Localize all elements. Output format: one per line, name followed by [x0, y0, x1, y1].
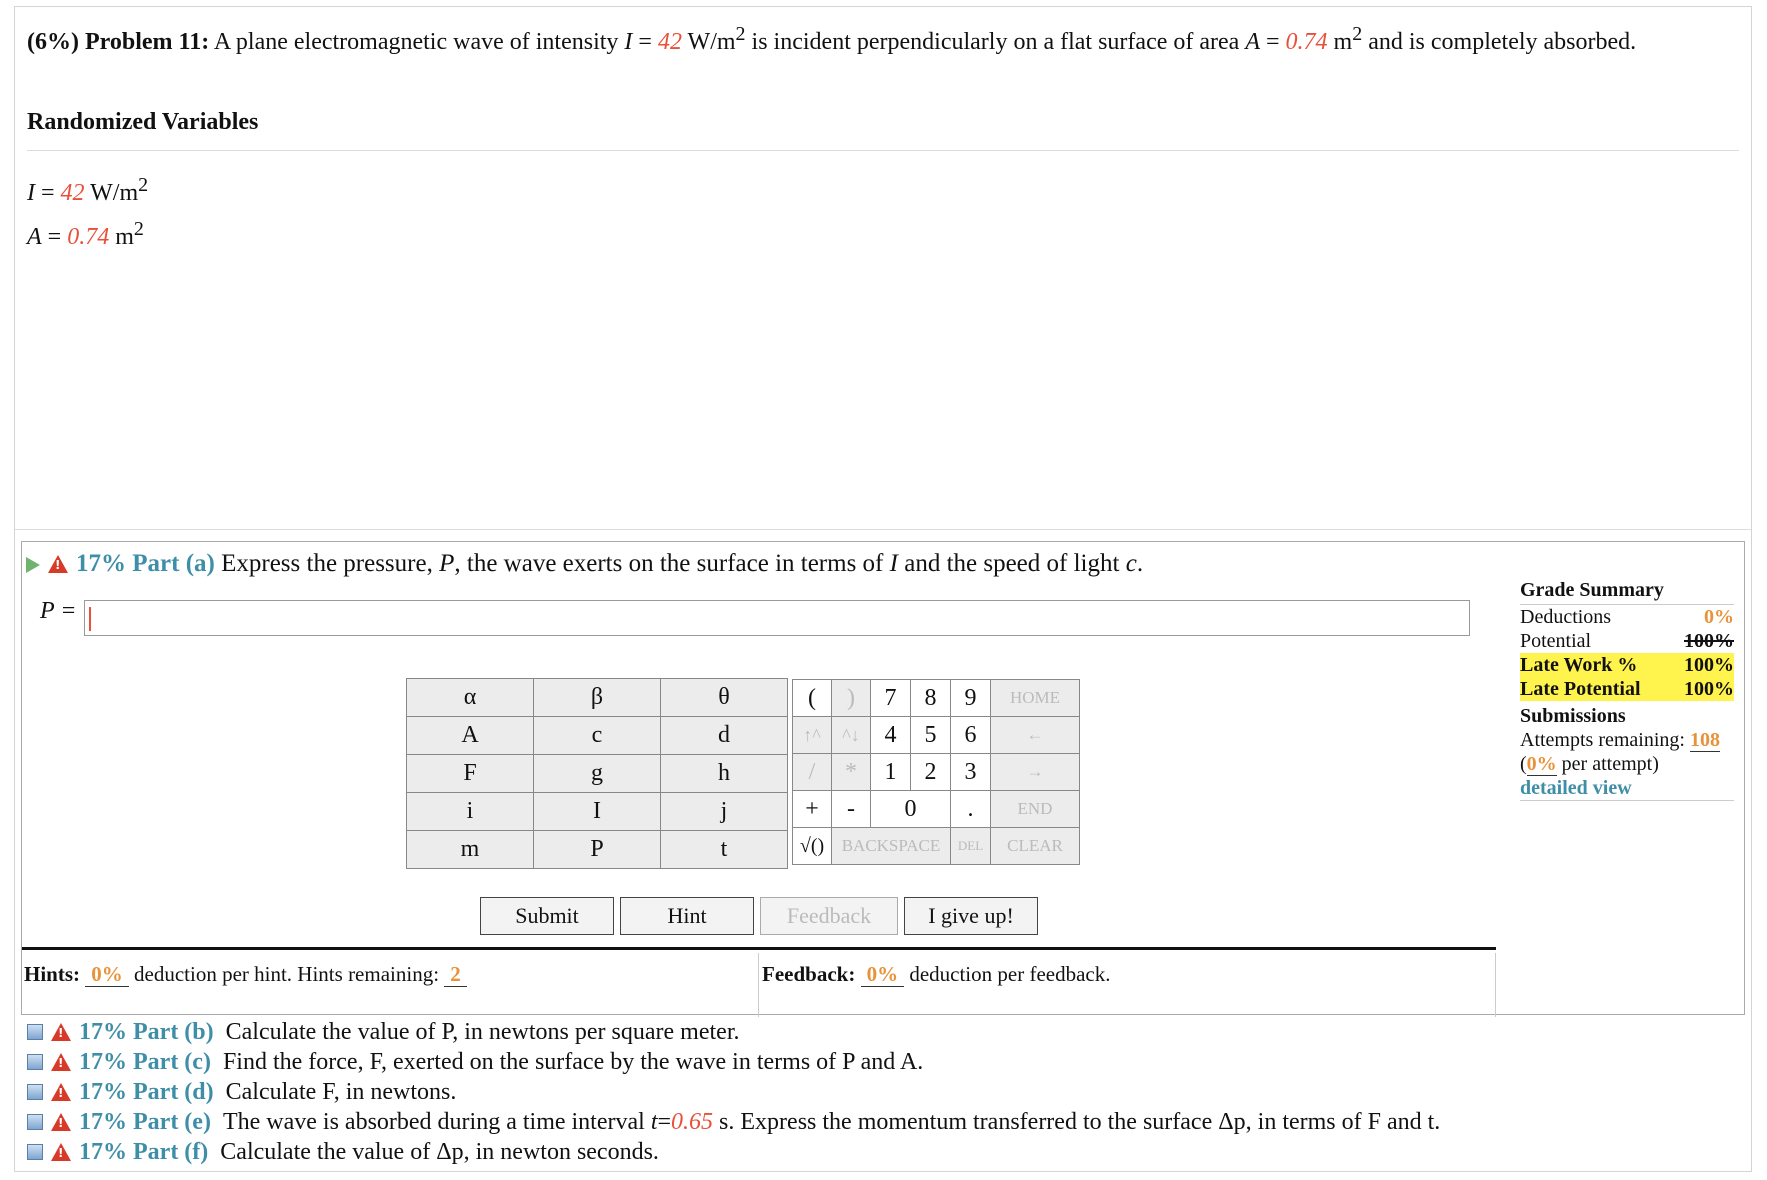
- part-label: Part (b): [133, 1019, 214, 1045]
- expand-icon[interactable]: [27, 1054, 43, 1070]
- per-attempt-text: per attempt): [1561, 753, 1659, 775]
- part-text: Express the pressure,: [221, 550, 433, 577]
- var-value: 42: [60, 180, 85, 206]
- warning-icon: [51, 1113, 71, 1131]
- key-down[interactable]: ^↓: [831, 716, 871, 754]
- key-t[interactable]: t: [660, 830, 788, 869]
- key-decimal[interactable]: .: [950, 790, 991, 828]
- feedback-label: Feedback:: [762, 962, 856, 986]
- attempts-value: 108: [1689, 729, 1720, 751]
- problem-statement: [27, 19, 1727, 57]
- grade-summary-title: [1520, 578, 1734, 605]
- key-multiply[interactable]: *: [831, 753, 871, 791]
- grade-row: [1520, 653, 1734, 677]
- part-weight: 17%: [79, 1019, 127, 1045]
- part-label: Part (f): [133, 1139, 209, 1165]
- var-symbol: I: [624, 29, 633, 55]
- expand-icon[interactable]: [27, 1114, 43, 1130]
- equals: =: [657, 1109, 672, 1135]
- key-0[interactable]: 0: [870, 790, 951, 828]
- feedback-deduction: 0%: [861, 962, 905, 987]
- key-9[interactable]: 9: [950, 679, 991, 717]
- part-label: Part (d): [133, 1079, 214, 1105]
- key-3[interactable]: 3: [950, 753, 991, 791]
- part-b-row[interactable]: [27, 1017, 1440, 1047]
- warning-icon: [51, 1023, 71, 1041]
- text-caret: [89, 607, 91, 631]
- late-potential-label: Late Potential: [1520, 678, 1641, 700]
- var-value: 0.65: [671, 1109, 714, 1135]
- var-symbol: A: [1245, 29, 1260, 55]
- key-sqrt[interactable]: √(): [792, 827, 832, 865]
- potential-label: Potential: [1520, 630, 1592, 652]
- problem-frame: [14, 6, 1752, 1172]
- var-symbol: t: [650, 1109, 658, 1135]
- submissions-panel: [1520, 704, 1734, 801]
- submit-button[interactable]: Submit: [480, 897, 614, 935]
- hints-text: deduction per hint. Hints remaining:: [134, 962, 440, 986]
- deductions-value: 0%: [1704, 606, 1734, 628]
- part-a-panel: [21, 541, 1745, 1015]
- unit: W/m: [687, 29, 736, 55]
- var-symbol: P: [439, 550, 455, 577]
- key-home[interactable]: HOME: [990, 679, 1080, 717]
- key-h[interactable]: h: [660, 754, 788, 793]
- grade-summary: [1520, 578, 1734, 701]
- warning-icon: [51, 1083, 71, 1101]
- variable-keys: [407, 679, 788, 869]
- var-value: 0.74: [1285, 29, 1328, 55]
- part-weight: 17%: [79, 1139, 127, 1165]
- key-4[interactable]: 4: [870, 716, 911, 754]
- divider: [1495, 953, 1496, 1017]
- key-alpha[interactable]: α: [406, 678, 534, 717]
- part-text: s. Express the momentum transferred to the surface Δp, in terms of F and t.: [719, 1109, 1441, 1135]
- part-label: Part (c): [133, 1049, 211, 1075]
- variable-row: [27, 211, 148, 255]
- answer-input[interactable]: [84, 600, 1470, 636]
- key-6[interactable]: 6: [950, 716, 991, 754]
- potential-value: 100%: [1684, 630, 1734, 652]
- part-text: .: [1136, 550, 1144, 577]
- part-d-row[interactable]: [27, 1077, 1440, 1107]
- give-up-button[interactable]: I give up!: [904, 897, 1038, 935]
- unit: m: [1333, 29, 1353, 55]
- hints-remaining: 2: [444, 962, 467, 987]
- expand-icon[interactable]: [27, 1084, 43, 1100]
- key-up[interactable]: ↑^: [792, 716, 832, 754]
- key-8[interactable]: 8: [910, 679, 951, 717]
- var-symbol: c: [1125, 550, 1137, 577]
- problem-text: and is completely absorbed.: [1368, 29, 1637, 55]
- key-P[interactable]: P: [533, 830, 661, 869]
- key-left-arrow[interactable]: ←: [990, 716, 1080, 754]
- var-symbol: A: [27, 224, 42, 250]
- feedback-text: deduction per feedback.: [909, 962, 1111, 986]
- deductions-label: Deductions: [1520, 606, 1612, 628]
- per-attempt-row: [1520, 752, 1734, 776]
- equals: =: [41, 224, 68, 250]
- part-a-title[interactable]: [26, 550, 1143, 578]
- part-label: Part (a): [132, 550, 215, 577]
- sup: 2: [133, 218, 144, 240]
- sup: 2: [138, 174, 149, 196]
- var-symbol: I: [889, 550, 898, 577]
- part-c-row[interactable]: [27, 1047, 1440, 1077]
- key-5[interactable]: 5: [910, 716, 951, 754]
- var-symbol: I: [27, 180, 35, 206]
- warning-icon: [51, 1143, 71, 1161]
- key-end[interactable]: END: [990, 790, 1080, 828]
- part-text: The wave is absorbed during a time interval: [222, 1109, 645, 1135]
- key-right-arrow[interactable]: →: [990, 753, 1080, 791]
- part-text: Calculate the value of P, in newtons per square meter.: [225, 1019, 740, 1045]
- key-2[interactable]: 2: [910, 753, 951, 791]
- divider: [15, 529, 1751, 530]
- key-theta[interactable]: θ: [660, 678, 788, 717]
- feedback-info: [762, 962, 1110, 987]
- sup: 2: [1352, 23, 1363, 45]
- warning-icon: [51, 1053, 71, 1071]
- part-weight: 17%: [79, 1079, 127, 1105]
- problem-title: Problem 11:: [84, 29, 210, 55]
- key-m[interactable]: m: [406, 830, 534, 869]
- part-e-row[interactable]: [27, 1107, 1440, 1137]
- hints-info: [24, 962, 467, 987]
- late-potential-value: 100%: [1684, 678, 1734, 700]
- part-weight: 17%: [79, 1049, 127, 1075]
- unit: m: [115, 224, 134, 250]
- part-text: Calculate F, in newtons.: [225, 1079, 457, 1105]
- hint-feedback-bar: [22, 947, 1496, 1017]
- paren: (: [1520, 753, 1527, 775]
- grade-row: [1520, 605, 1734, 629]
- equals: =: [1260, 29, 1286, 55]
- sup: 2: [735, 23, 746, 45]
- part-weight: 17%: [79, 1109, 127, 1135]
- hint-deduction: 0%: [85, 962, 129, 987]
- part-f-row[interactable]: [27, 1137, 1440, 1167]
- key-open-paren[interactable]: (: [792, 679, 832, 717]
- answer-label: P =: [40, 598, 77, 624]
- key-minus[interactable]: -: [831, 790, 871, 828]
- key-A[interactable]: A: [406, 716, 534, 755]
- key-beta[interactable]: β: [533, 678, 661, 717]
- detailed-view-link[interactable]: detailed view: [1520, 776, 1734, 801]
- part-label: Part (e): [133, 1109, 211, 1135]
- part-text: Find the force, F, exerted on the surface by the wave in terms of P and A.: [222, 1049, 924, 1075]
- equals: =: [632, 29, 658, 55]
- key-c[interactable]: c: [533, 716, 661, 755]
- operator-keys: [792, 679, 1104, 871]
- var-value: 42: [657, 29, 682, 55]
- unit: W/m: [90, 180, 139, 206]
- late-work-value: 100%: [1684, 654, 1734, 676]
- key-j[interactable]: j: [660, 792, 788, 831]
- key-close-paren[interactable]: ): [831, 679, 871, 717]
- key-clear[interactable]: CLEAR: [990, 827, 1080, 865]
- per-attempt-deduction: 0%: [1526, 753, 1557, 775]
- problem-text: is incident perpendicularly on a flat surface of area: [751, 29, 1240, 55]
- expand-icon[interactable]: [27, 1024, 43, 1040]
- part-text: , the wave exerts on the surface in terms of: [454, 550, 884, 577]
- problem-text: A plane electromagnetic wave of intensity: [213, 29, 619, 55]
- key-d[interactable]: d: [660, 716, 788, 755]
- expand-icon[interactable]: [27, 1144, 43, 1160]
- key-7[interactable]: 7: [870, 679, 911, 717]
- play-icon[interactable]: [26, 557, 40, 573]
- randomized-variables-title: Randomized Variables: [27, 109, 259, 135]
- key-i[interactable]: i: [406, 792, 534, 831]
- part-text: and the speed of light: [904, 550, 1120, 577]
- key-backspace[interactable]: BACKSPACE: [831, 827, 951, 865]
- feedback-button[interactable]: Feedback: [760, 897, 898, 935]
- part-weight: 17%: [76, 550, 126, 577]
- problem-weight: (6%): [27, 29, 79, 55]
- late-work-label: Late Work %: [1520, 654, 1638, 676]
- other-parts-list: [27, 1017, 1440, 1167]
- grade-row: [1520, 629, 1734, 653]
- key-g[interactable]: g: [533, 754, 661, 793]
- key-divide[interactable]: /: [792, 753, 832, 791]
- grade-title: Grade Summary: [1520, 579, 1664, 601]
- divider: [758, 953, 759, 1017]
- randomized-variables-list: [27, 167, 148, 255]
- divider: [27, 150, 1739, 151]
- key-plus[interactable]: +: [792, 790, 832, 828]
- attempts-label: Attempts remaining:: [1520, 729, 1685, 751]
- key-1[interactable]: 1: [870, 753, 911, 791]
- warning-icon: [48, 555, 68, 573]
- part-text: Calculate the value of Δp, in newton seconds.: [220, 1139, 659, 1165]
- equals: =: [35, 180, 61, 206]
- submissions-title: Submissions: [1520, 705, 1626, 727]
- attempts-row: [1520, 728, 1734, 752]
- grade-row: [1520, 677, 1734, 701]
- hints-label: Hints:: [24, 962, 81, 986]
- key-del[interactable]: DEL: [950, 827, 991, 865]
- key-I[interactable]: I: [533, 792, 661, 831]
- var-value: 0.74: [67, 224, 110, 250]
- hint-button[interactable]: Hint: [620, 897, 754, 935]
- key-F[interactable]: F: [406, 754, 534, 793]
- variable-row: [27, 167, 148, 211]
